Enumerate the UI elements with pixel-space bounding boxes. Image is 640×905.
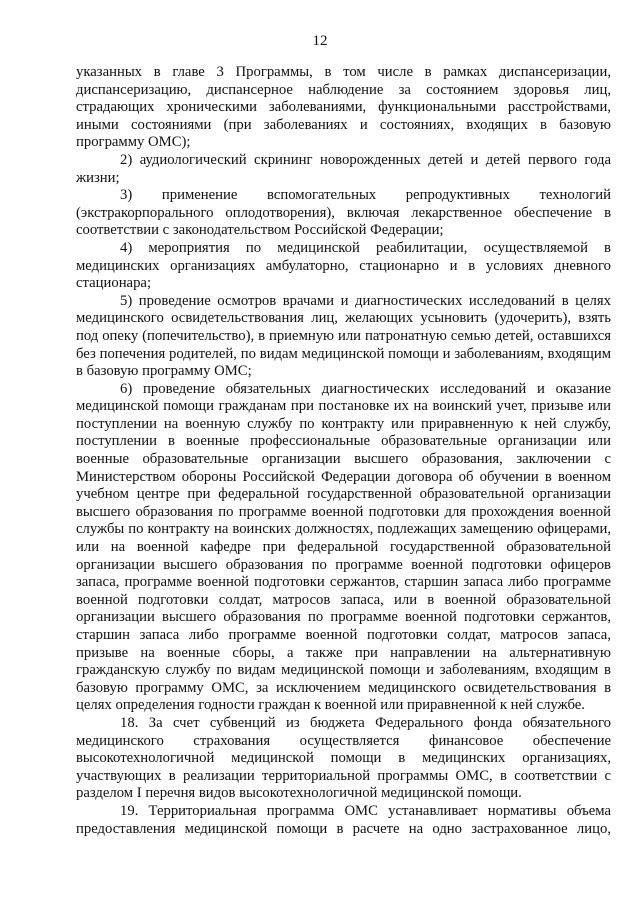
paragraph-item-4: 4) мероприятия по медицинской реабилитации, осуществляемой в медицинских организациях амбулаторно, стационарно и в условиях дневного стационара;: [76, 239, 611, 292]
paragraph-item-2: 2) аудиологический скрининг новорожденных детей и детей первого года жизни;: [76, 151, 611, 186]
paragraph-section-18: 18. За счет субвенций из бюджета Федерального фонда обязательного медицинского страхования осуществляется финансовое обеспечение высокотехнологичной медицинской помощи в медицинских организациях, участвующих в реализации территориальной программы ОМС, в соответствии с разделом I перечня видов высокотехнологичной медицинской помощи.: [76, 714, 611, 802]
body-text: [76, 64, 611, 838]
paragraph-item-5: 5) проведение осмотров врачами и диагностических исследований в целях медицинского освидетельствования лиц, желающих усыновить (удочерить), взять под опеку (попечительство), в приемную или патронатную семью детей, оставшихся без попечения родителей, по видам медицинской помощи и заболеваниям, входящим в базовую программу ОМС;: [76, 292, 611, 380]
paragraph-list-intro-continuation: указанных в главе 3 Программы, в том числе в рамках диспансеризации, диспансеризацию, диспансерное наблюдение за состоянием здоровья лиц, страдающих хроническими заболеваниями, функциональными расстройствами, иными состояниями (при заболеваниях и состояниях, входящих в базовую программу ОМС);: [76, 64, 611, 151]
page-number: 12: [312, 33, 328, 49]
paragraph-item-3: 3) применение вспомогательных репродуктивных технологий (экстракорпорального оплодотворения), включая лекарственное обеспечение в соответствии с законодательством Российской Федерации;: [76, 187, 611, 239]
paragraph-item-6: 6) проведение обязательных диагностических исследований и оказание медицинской помощи гражданам при постановке их на воинский учет, призыве или поступлении на военную службу по контракту или приравненную к ней службу, поступлении в военные профессиональные образовательные организации или военные образовательные организации высшего образования, заключении с Министерством обороны Российской Федерации договора об обучении в военном учебном центре при федеральной государственной образовательной организации высшего образования по программе военной подготовки для прохождения военной службы по контракту на воинских должностях, подлежащих замещению офицерами, или на военной кафедре при федеральной государственной образовательной организации высшего образования по программе военной подготовки офицеров запаса, программе военной подготовки сержантов, старшин запаса либо программе военной подготовки солдат, матросов запаса, или в военной образовательной организации высшего образования по программе военной подготовки сержантов, старшин запаса либо программе военной подготовки солдат, матросов запаса, призыве на военные сборы, а также при направлении на альтернативную гражданскую службу по видам медицинской помощи и заболеваниям, входящим в базовую программу ОМС, за исключением медицинского освидетельствования в целях определения годности граждан к военной или приравненной к ней службе.: [76, 380, 611, 714]
paragraph-section-19: 19. Территориальная программа ОМС устанавливает нормативы объема предоставления медицинской помощи в расчете на одно застрахованное лицо,: [76, 802, 611, 837]
